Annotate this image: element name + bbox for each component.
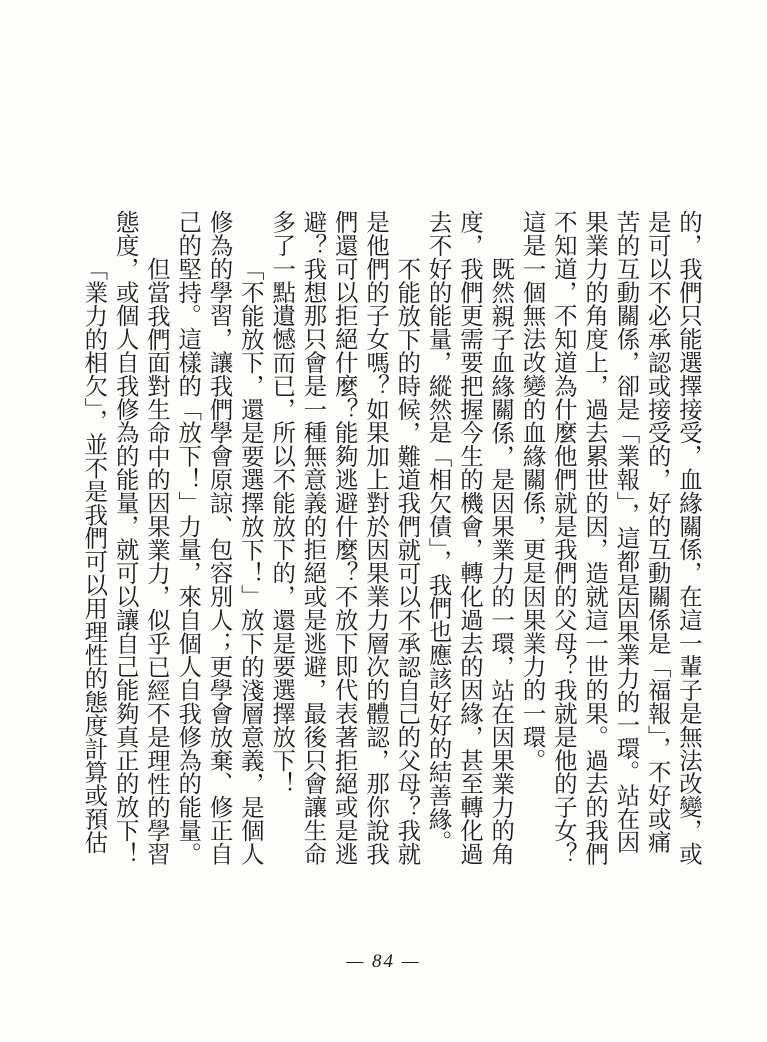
paragraph: 的，我們只能選擇接受，血緣關係，在這一輩子是無法改變，或是可以不必承認或接受的，好的互動關係是「福報」，不好或痛苦的互動關係，卻是「業報」，這都是因果業力的一環。站在因果業力的角度上，過去累世的因，造就這一世的果。過去的我們不知道，不知道為什麼他們就是我們的父母？我就是他的子女？這是一個無法改變的血緣關係，更是因果業力的一環。	[518, 210, 701, 866]
paragraph: 不能放下的時候，難道我們就可以不承認自己的父母？我就是他們的子女嗎？如果加上對於因果業力層次的體認，那你說我們還可以拒絕什麼？能夠逃避什麼？不放下即代表著拒絕或是逃避？我想那只會是一種無意義的拒絕或是逃避，最後只會讓生命多了一點遺憾而已，所以不能放下的，還是要選擇放下！	[268, 210, 420, 866]
page-number: — 84 —	[346, 951, 421, 972]
paragraph: 但當我們面對生命中的因果業力，似乎已經不是理性的學習態度，或個人自我修為的能量，就可以讓自己能夠真正的放下！	[111, 210, 169, 866]
paragraph: 「不能放下，還是要選擇放下！」放下的淺層意義，是個人修為的學習，讓我們學會原諒、包容別人；更學會放棄、修正自己的堅持。這樣的「放下！」力量，來自個人自我修為的能量。	[174, 210, 263, 866]
paragraph: 既然親子血緣關係，是因果業力的一環，站在因果業力的角度，我們更需要把握今生的機會，轉化過去的因緣，甚至轉化過去不好的能量，縱然是「相欠債」，我們也應該好好的結善緣。	[424, 210, 514, 866]
paragraph: 「業力的相欠」，並不是我們可以用理性的態度計算或預估	[80, 256, 107, 854]
text-block	[76, 210, 703, 870]
